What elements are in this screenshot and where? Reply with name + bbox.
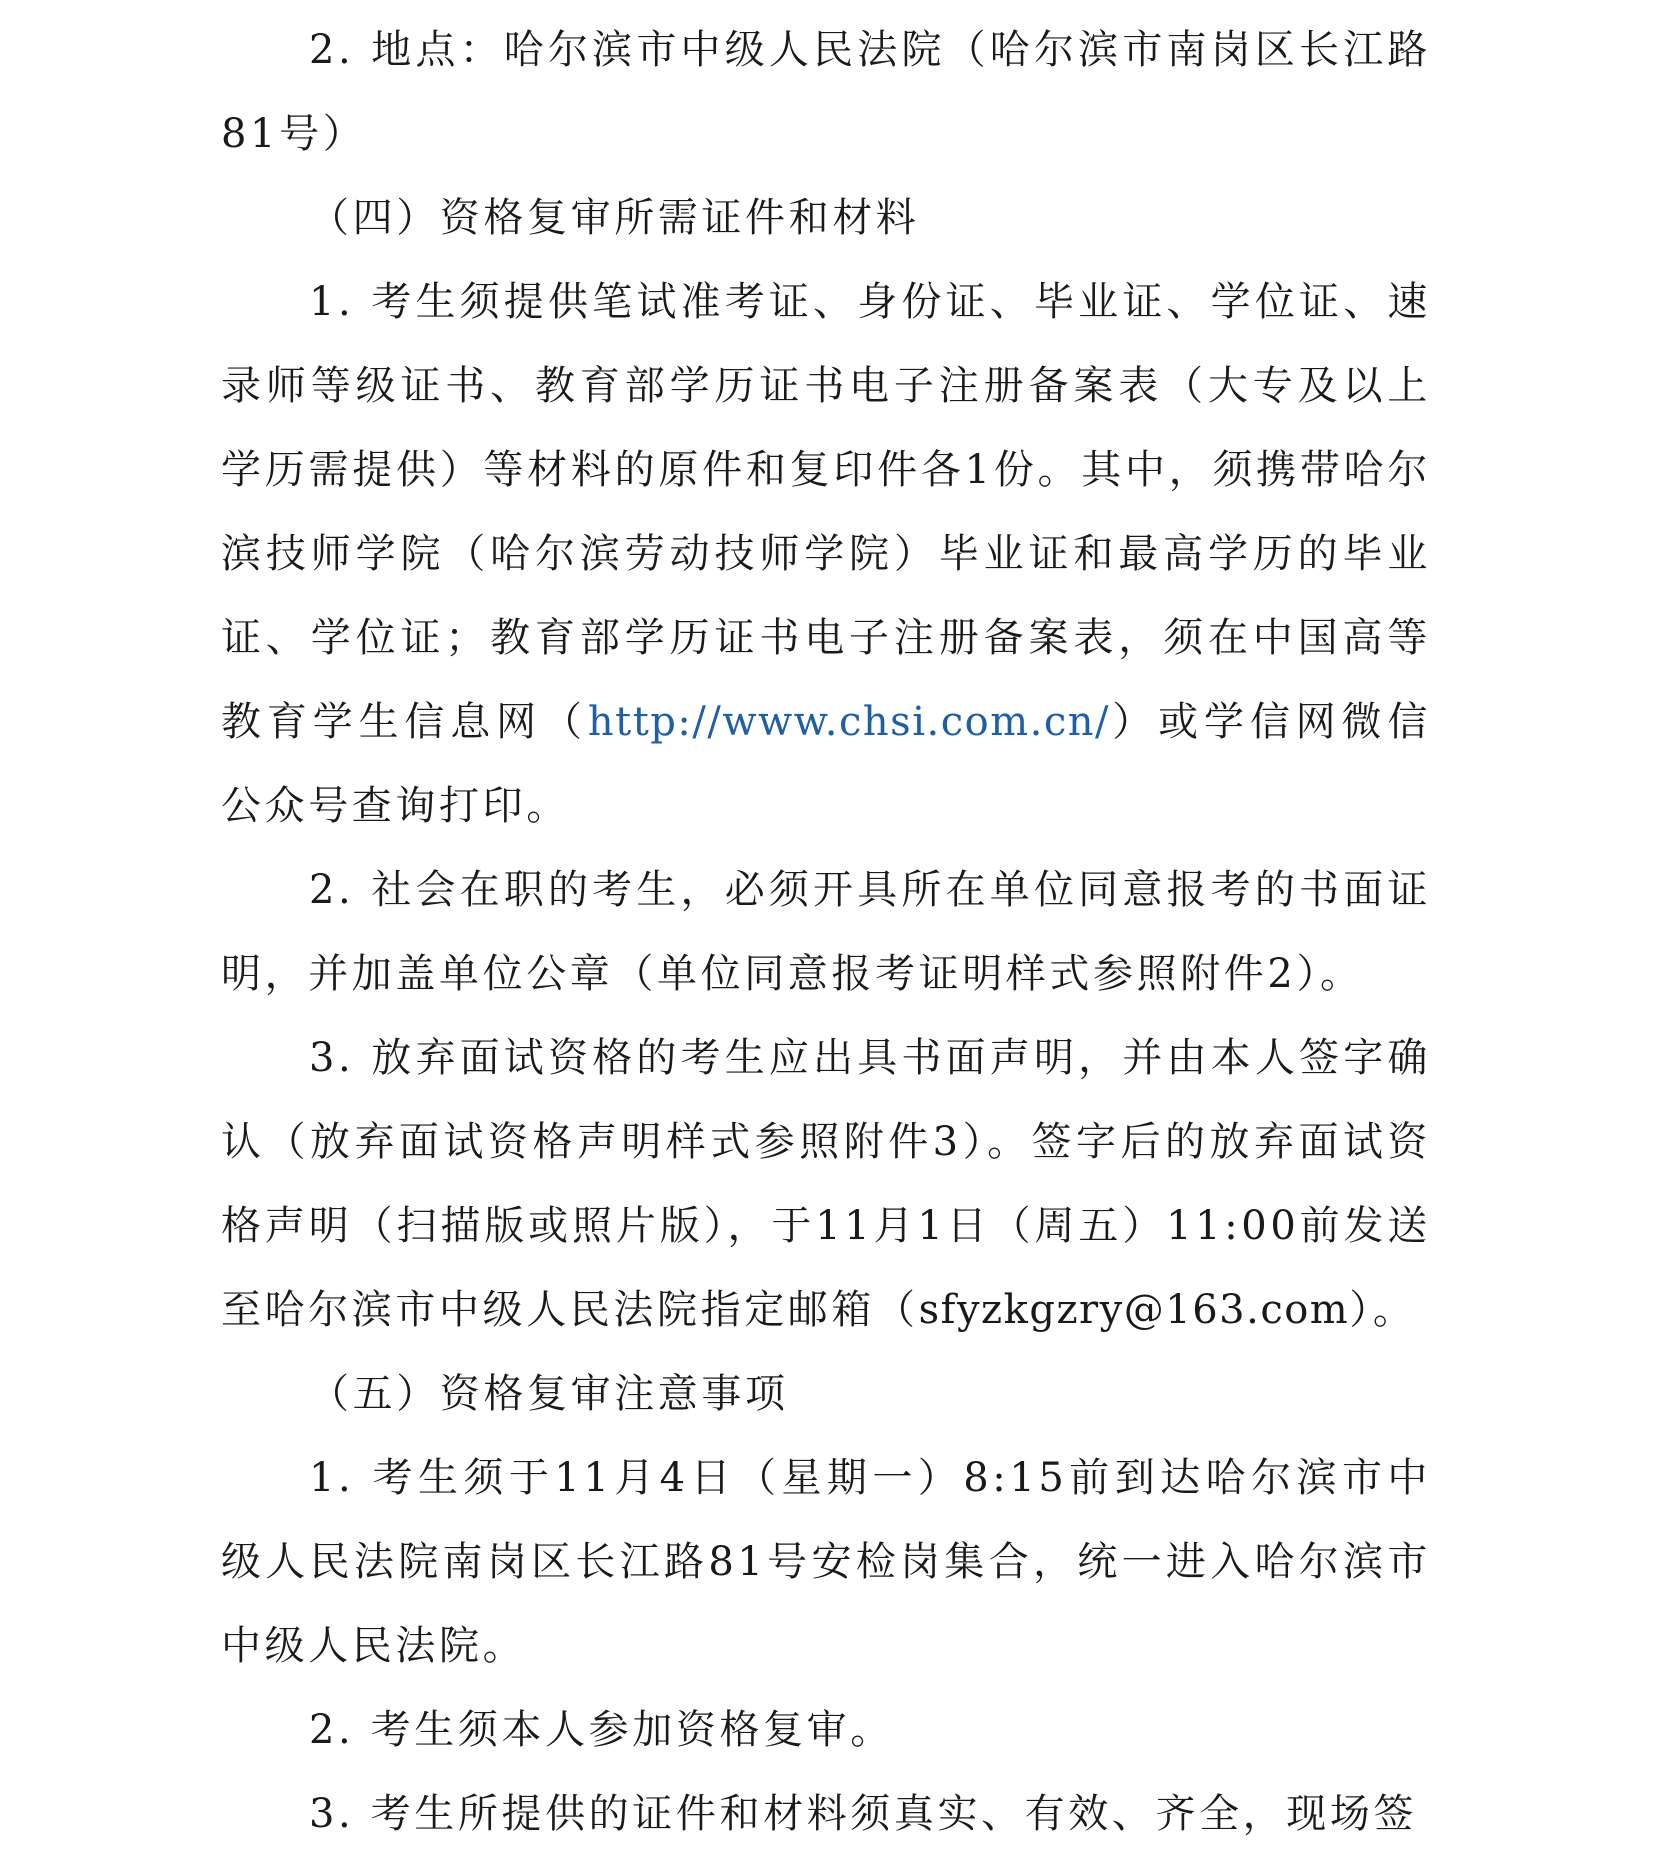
paragraph-five-1-text: 1. 考生须于11月4日（星期一）8:15前到达哈尔滨市中级人民法院南岗区长江路81号安检岗集合，统一进入哈尔滨市中级人民法院。 (221, 1455, 1431, 1669)
email-address: sfyzkgzry@163.com (918, 1287, 1350, 1333)
paragraph-four-3-tail: ）。 (1349, 1287, 1417, 1333)
paragraph-five-2-text: 2. 考生须本人参加资格复审。 (309, 1707, 894, 1753)
paragraph-four-1 (221, 260, 1431, 848)
location-text: 2. 地点：哈尔滨市中级人民法院（哈尔滨市南岗区长江路81号） (221, 27, 1431, 157)
paragraph-four-2-text: 2. 社会在职的考生，必须开具所在单位同意报考的书面证明，并加盖单位公章（单位同意报考证明样式参照附件2）。 (221, 867, 1431, 997)
chsi-link[interactable]: http://www.chsi.com.cn/ (587, 699, 1110, 745)
paragraph-location (221, 8, 1431, 176)
paragraph-five-3-text: 3. 考生所提供的证件和材料须真实、有效、齐全，现场签 (309, 1791, 1418, 1837)
heading-text: （四）资格复审所需证件和材料 (309, 195, 920, 241)
section-heading-five (221, 1352, 1431, 1436)
paragraph-five-3 (221, 1772, 1431, 1856)
paragraph-five-2 (221, 1688, 1431, 1772)
heading-text: （五）资格复审注意事项 (309, 1371, 789, 1417)
paragraph-four-2 (221, 848, 1431, 1016)
paragraph-four-3-text: 3. 放弃面试资格的考生应出具书面声明，并由本人签字确认（放弃面试资格声明样式参照附件3）。签字后的放弃面试资格声明（扫描版或照片版），于11月1日（周五）11:00前发送至哈尔滨市中级人民法院指定邮箱（ (221, 1035, 1431, 1333)
document-body (221, 8, 1431, 1856)
paragraph-four-3 (221, 1016, 1431, 1352)
section-heading-four (221, 176, 1431, 260)
paragraph-four-1-text: 1. 考生须提供笔试准考证、身份证、毕业证、学位证、速录师等级证书、教育部学历证书电子注册备案表（大专及以上学历需提供）等材料的原件和复印件各1份。其中，须携带哈尔滨技师学院（哈尔滨劳动技师学院）毕业证和最高学历的毕业证、学位证；教育部学历证书电子注册备案表，须在中国高等教育学生信息网（ (221, 279, 1431, 745)
paragraph-five-1 (221, 1436, 1431, 1688)
paragraph-four-1-tail: ）或学信网微信公众号查询打印。 (221, 699, 1431, 829)
